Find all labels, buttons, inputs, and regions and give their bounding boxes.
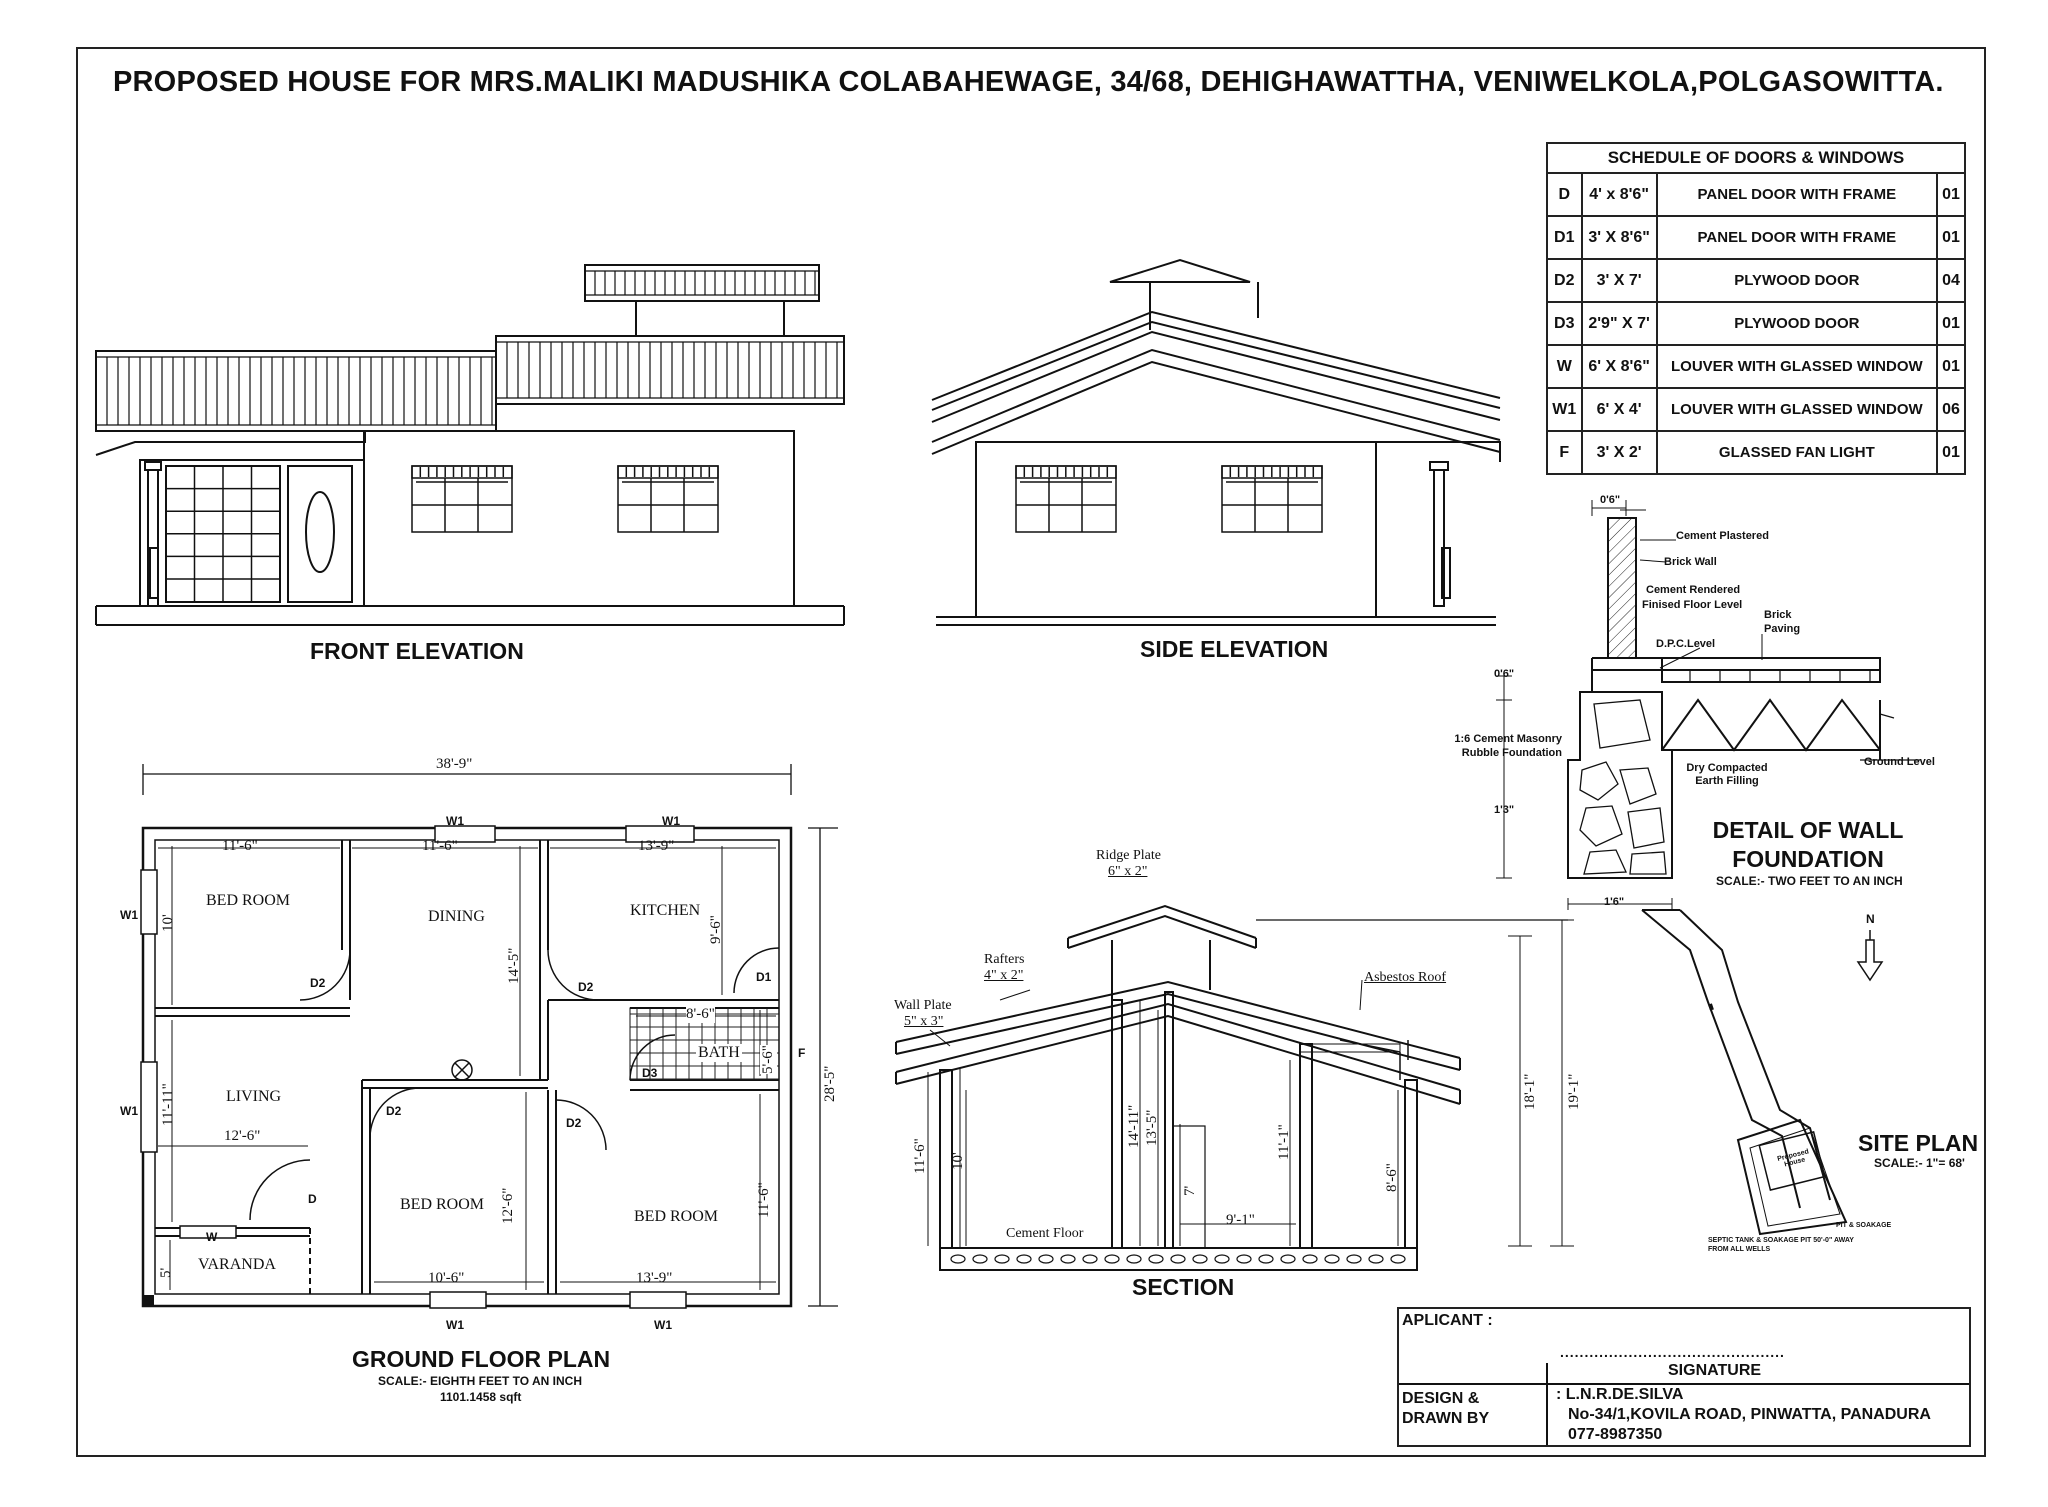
room-label-varanda: VARANDA: [198, 1256, 276, 1273]
front-main-wall: [364, 431, 794, 606]
code-w-front: W: [206, 1230, 218, 1244]
dim-living-width: 12'-6": [224, 1128, 261, 1144]
room-label-dining: DINING: [428, 908, 485, 925]
code-w1-top-kitchen: W1: [662, 814, 680, 828]
wd-top-dim: 0'6": [1600, 494, 1621, 506]
schedule-row: W 6' X 8'6" LOUVER WITH GLASSED WINDOW 01: [1547, 345, 1965, 388]
site-proposed-house: Proposed House: [1776, 1148, 1810, 1169]
front-roof-right: [496, 336, 844, 404]
code-d2-bed1: D2: [310, 976, 326, 990]
label-asbestos-roof: Asbestos Roof: [1364, 970, 1447, 985]
designer-address: No-34/1,KOVILA ROAD, PINWATTA, PANADURA: [1568, 1406, 1931, 1423]
wd-dim-13: 1'3": [1494, 804, 1515, 816]
dim-kitchen-height: 9'-6": [708, 915, 724, 944]
front-roof-left: [96, 351, 496, 431]
design-label: DESIGN &: [1402, 1390, 1480, 1407]
label-rafters: Rafters: [984, 952, 1025, 967]
dim-bed2-width: 10'-6": [428, 1270, 465, 1286]
schedule-row: D 4' x 8'6" PANEL DOOR WITH FRAME 01: [1547, 173, 1965, 216]
label-wall-plate: Wall Plate: [894, 998, 952, 1013]
sec-dim-h4: 13'-5": [1144, 1109, 1160, 1146]
site-plan-caption: SITE PLAN: [1858, 1130, 1979, 1156]
sec-dim-h5: 7': [1182, 1185, 1198, 1196]
code-w1-top-dining: W1: [446, 814, 464, 828]
dim-varanda-height: 5': [158, 1267, 174, 1278]
code-f: F: [798, 1046, 806, 1060]
plan-area-note: 1101.1458 sqft: [440, 1390, 522, 1404]
dim-bed3-height: 11'-6": [756, 1182, 772, 1218]
sec-dim-h6: 9'-1": [1226, 1212, 1255, 1228]
wd-brick-paving: Brick Paving: [1764, 609, 1801, 635]
wd-dim-16: 1'6": [1604, 896, 1625, 908]
sec-dim-h1: 11'-6": [912, 1138, 928, 1174]
dim-bath-width: 8'-6": [686, 1006, 715, 1022]
schedule-row: D1 3' X 8'6" PANEL DOOR WITH FRAME 01: [1547, 216, 1965, 259]
wd-rubble-foundation: 1:6 Cement Masonry Rubble Foundation: [1454, 733, 1562, 759]
wd-cement-rendered: Cement Rendered: [1646, 584, 1741, 596]
sec-dim-h9: 18'-1": [1522, 1073, 1538, 1110]
dim-bed3-width: 13'-9": [636, 1270, 673, 1286]
side-elevation-drawing: [932, 260, 1500, 625]
dim-kitchen-width: 13'-9": [638, 838, 675, 854]
dim-bed1-height: 10': [160, 914, 176, 932]
wd-dpc-level: D.P.C.Level: [1656, 638, 1716, 650]
plan-scale-note: SCALE:- EIGHTH FEET TO AN INCH: [378, 1374, 582, 1388]
side-elevation-caption: SIDE ELEVATION: [1140, 636, 1329, 662]
label-rafter-size: 4" x 2": [984, 968, 1024, 983]
code-d2-bed2: D2: [386, 1104, 402, 1118]
applicant-label: APLICANT :: [1402, 1312, 1493, 1329]
code-w1-bottom-bed3: W1: [654, 1318, 672, 1332]
room-label-bed2: BED ROOM: [400, 1196, 485, 1213]
code-d2-bed3: D2: [566, 1116, 582, 1130]
room-label-living: LIVING: [226, 1088, 282, 1105]
sec-dim-h2: 10': [950, 1152, 966, 1170]
dim-bath-height: 5'-6": [760, 1045, 776, 1074]
wd-finished-floor: Finised Floor Level: [1642, 599, 1743, 611]
schedule-row: F 3' X 2' GLASSED FAN LIGHT 01: [1547, 431, 1965, 474]
ground-floor-plan-caption: GROUND FLOOR PLAN: [352, 1346, 611, 1372]
code-d: D: [308, 1192, 317, 1206]
wd-dry-earth: Dry Compacted Earth Filling: [1686, 762, 1768, 787]
wd-dim-06: 0'6": [1494, 668, 1515, 680]
schedule-row: D3 2'9" X 7' PLYWOOD DOOR 01: [1547, 302, 1965, 345]
code-d3: D3: [642, 1066, 658, 1080]
sec-dim-h7: 11'-1": [1276, 1124, 1292, 1160]
label-ridge-plate: Ridge Plate: [1096, 848, 1161, 863]
sec-dim-h3: 14'-11": [1126, 1104, 1142, 1148]
dim-dining-width: 11'-6": [422, 838, 458, 854]
label-cement-floor: Cement Floor: [1006, 1226, 1084, 1241]
drawing-title: PROPOSED HOUSE FOR MRS.MALIKI MADUSHIKA COLABAHEWAGE, 34/68, DEHIGHAWATTHA, VENIWELKOLA,POLGASOWITTA.: [113, 66, 1944, 98]
dim-overall-width: 38'-9": [436, 756, 473, 772]
designer-phone: 077-8987350: [1568, 1426, 1663, 1443]
wd-ground-level: Ground Level: [1864, 756, 1935, 768]
site-pit-label: PIT & SOAKAGE: [1836, 1222, 1892, 1229]
north-label: N: [1866, 912, 1875, 926]
label-wall-plate-size: 5" x 3": [904, 1014, 944, 1029]
code-d2-kitchen: D2: [578, 980, 594, 994]
signature-label: SIGNATURE: [1668, 1362, 1762, 1379]
dim-bed1-width: 11'-6": [222, 838, 258, 854]
front-elevation-caption: FRONT ELEVATION: [310, 638, 524, 664]
side-main-wall: [976, 442, 1376, 617]
schedule-row: D2 3' X 7' PLYWOOD DOOR 04: [1547, 259, 1965, 302]
room-label-bath: BATH: [698, 1044, 740, 1061]
wall-detail-caption: DETAIL OF WALL FOUNDATION: [1712, 817, 1904, 872]
front-elevation-drawing: [96, 265, 844, 625]
sec-dim-h10: 19'-1": [1566, 1073, 1582, 1110]
section-caption: SECTION: [1132, 1274, 1235, 1300]
wd-cement-plastered: Cement Plastered: [1676, 530, 1769, 542]
dim-dining-height: 14'-5": [506, 947, 522, 984]
room-label-kitchen: KITCHEN: [630, 902, 701, 919]
site-plan-drawing: [1642, 910, 1882, 1234]
designer-name: : L.N.R.DE.SILVA: [1556, 1386, 1684, 1403]
sec-dim-h8: 8'-6": [1384, 1163, 1400, 1192]
wd-brick-wall: Brick Wall: [1664, 556, 1717, 568]
schedule-heading: SCHEDULE OF DOORS & WINDOWS: [1547, 143, 1965, 173]
code-w1-left-bed: W1: [120, 908, 138, 922]
schedule-row: W1 6' X 4' LOUVER WITH GLASSED WINDOW 06: [1547, 388, 1965, 431]
code-d1: D1: [756, 970, 772, 984]
wall-detail-scale: SCALE:- TWO FEET TO AN INCH: [1716, 874, 1903, 888]
room-label-bed1: BED ROOM: [206, 892, 291, 909]
label-ridge-size: 6" x 2": [1108, 864, 1148, 879]
room-label-bed3: BED ROOM: [634, 1208, 719, 1225]
dim-bed2-height: 12'-6": [500, 1187, 516, 1224]
site-plan-scale: SCALE:- 1"= 68': [1874, 1156, 1965, 1170]
code-w1-left-living: W1: [120, 1104, 138, 1118]
drawn-by-label: DRAWN BY: [1402, 1410, 1490, 1427]
signature-line: ..............................................: [1560, 1344, 1785, 1360]
code-w1-bottom-bed2: W1: [446, 1318, 464, 1332]
site-septic-note: SEPTIC TANK & SOAKAGE PIT 50'-0" AWAY FROM ALL WELLS: [1708, 1237, 1854, 1253]
dim-living-height: 11'-11": [160, 1083, 176, 1126]
dim-overall-depth: 28'-5": [822, 1065, 838, 1102]
